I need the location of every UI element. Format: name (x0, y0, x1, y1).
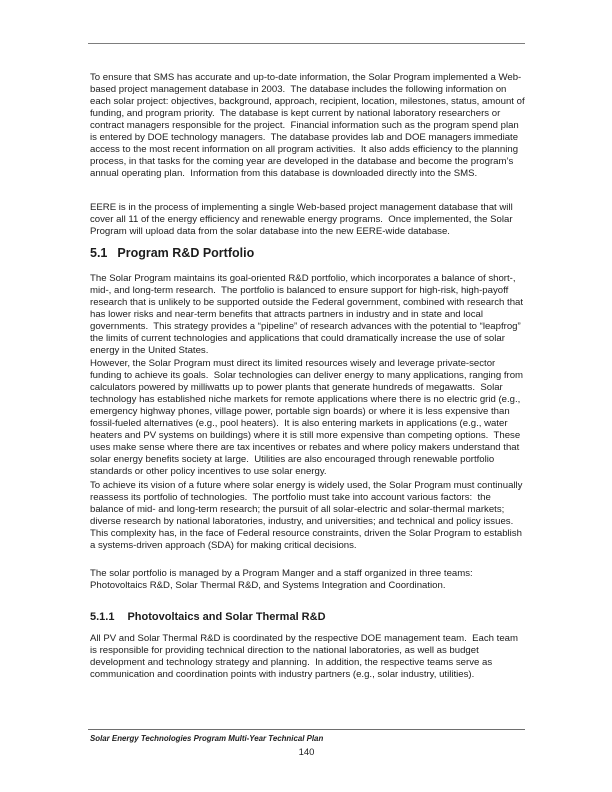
section-heading-5-1 (90, 246, 525, 260)
subsection-number: 5.1.1 (90, 611, 115, 623)
paragraph-pv-thermal-coordination: All PV and Solar Thermal R&D is coordinated by the respective DOE management team. Each team is responsible for providing technical direction to the national laboratories, as well as budget development and technology strategy and planning. In addition, the respective teams serve as communication and coordination points with industry partners (e.g., solar industry, utilities). (90, 633, 521, 680)
subsection-heading-5-1-1 (90, 611, 525, 624)
section-number: 5.1 (90, 246, 108, 260)
section-title: Program R&D Portfolio (117, 246, 255, 260)
page-number: 140 (298, 747, 315, 758)
subsection-title: Photovoltaics and Solar Thermal R&D (127, 611, 326, 623)
paragraph-eere-database: EERE is in the process of implementing a single Web-based project management database that will cover all 11 of the energy efficiency and renewable energy programs. Once implemented, the Solar Program will upload data from the solar database into the new EERE-wide database. (90, 202, 516, 237)
paragraph-portfolio-teams: The solar portfolio is managed by a Program Manger and a staff organized in three teams: Photovoltaics R&D, Solar Thermal R&D, and Systems Integration and Coordination. (90, 568, 476, 591)
footer-document-title: Solar Energy Technologies Program Multi-Year Technical Plan (90, 734, 324, 743)
paragraph-vision-sda: To achieve its vision of a future where solar energy is widely used, the Solar Program must continually reassess its portfolio of technologies. The portfolio must take into account various factors: the balance of mid- and long-term research; the pursuit of all solar-electric and solar-thermal markets; diverse research by national laboratories, industry, and universities; and technical and policy issues. This complexity has, in the face of Federal resource constraints, driven the Solar Program to establish a systems-driven approach (SDA) for making critical decisions. (90, 480, 526, 551)
paragraph-portfolio-balance: The Solar Program maintains its goal-oriented R&D portfolio, which incorporates a balance of short-, mid-, and long-term research. The portfolio is balanced to ensure support for high-risk, high-payoff research that is unlikely to be supported outside the Federal government, combined with research that has lower risks and near-term benefits that attracts partners in industry and in state and local governments. This strategy provides a “pipeline” of research advances with the potential to “leapfrog” the limits of current technologies and applications that could dramatically increase the use of solar energy in the United States. (90, 273, 526, 356)
paragraph-sms-database: To ensure that SMS has accurate and up-to-date information, the Solar Program implemented a Web-based project management database in 2003. The database includes the following information on each solar project: objectives, background, approach, recipient, location, milestones, status, amount of funding, and program priority. The database is kept current by national laboratory researchers or contract managers responsible for the project. Financial information such as the program spend plan is entered by DOE technology managers. The database provides lab and DOE managers immediate access to the most recent information on all program activities. It also adds efficiency to the planning process, in that tasks for the coming year are developed in the database and become the program’s annual operating plan. Information from this database is downloaded directly into the SMS. (90, 72, 528, 179)
footer-rule (88, 729, 525, 730)
paragraph-resources-markets: However, the Solar Program must direct its limited resources wisely and leverage private-sector funding to achieve its goals. Solar technologies can deliver energy to many applications, ranging from calculators powered by milliwatts up to power plants that generate hundreds of megawatts. Solar technology has established niche markets for remote applications where there is no electric grid (e.g., emergency highway phones, village power, portable sign boards) or where it is less expensive than fossil-fueled alternatives (e.g., pool heaters). It is also entering markets in applications (e.g., water heaters and PV systems on buildings) where it is still more expensive than competing options. These uses make sense where there are tax incentives or rebates and where policy makers understand that solar energy benefits society at large. Utilities are also encouraged through renewable portfolio standards or other policy incentives to use solar energy. (90, 358, 526, 477)
header-rule (88, 43, 525, 44)
